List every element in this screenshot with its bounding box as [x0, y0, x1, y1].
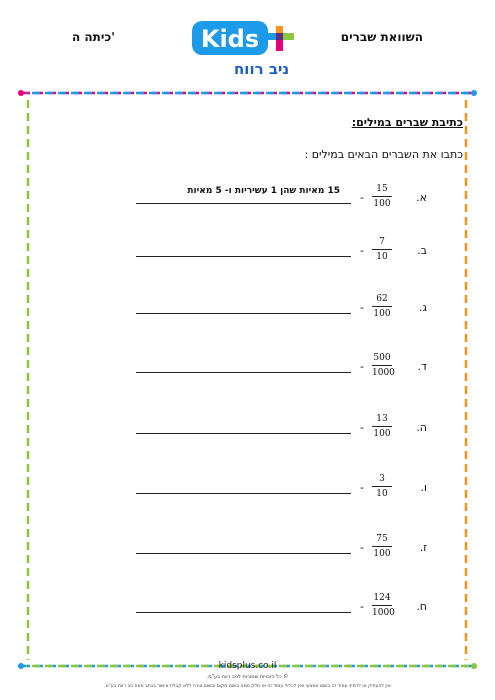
item-letter: ח.	[416, 600, 427, 613]
exercise-row	[0, 236, 495, 276]
answer-line[interactable]	[136, 493, 351, 494]
fraction-denominator: 10	[376, 489, 388, 499]
item-letter: ז.	[419, 541, 427, 554]
item-dash: -	[360, 191, 364, 204]
answer-text[interactable]: 15 מאיות שהן 1 עשיריות ו- 5 מאיות	[187, 186, 340, 196]
item-letter: ה.	[416, 421, 427, 434]
footer-legal-notice: אין להעתיק או להפיץ עמוד זה בשום אמצעי ואין לכלול עמוד זה או חלק ממנו בשום מקום ובשום צורה ללא קבלת אישור בכתב מאת ניב רווח בע"מ.	[104, 684, 391, 689]
fraction-numerator: 3	[372, 473, 392, 487]
answer-line[interactable]	[136, 433, 351, 434]
fraction-denominator: 1000	[372, 368, 395, 378]
grade-label: כיתה ה'	[72, 30, 115, 44]
item-letter: ו.	[420, 481, 427, 494]
item-dash: -	[360, 360, 364, 373]
fraction-numerator: 13	[372, 413, 392, 427]
fraction-denominator: 1000	[372, 608, 395, 618]
item-dash: -	[360, 301, 364, 314]
fraction-numerator: 7	[372, 236, 392, 250]
item-letter: ד.	[417, 360, 427, 373]
answer-line[interactable]	[136, 553, 351, 554]
exercise-row	[0, 413, 495, 453]
fraction-numerator: 62	[372, 293, 392, 307]
exercise-row	[0, 183, 495, 223]
fraction	[372, 413, 392, 440]
fraction	[372, 592, 395, 619]
answer-line[interactable]	[136, 256, 351, 257]
fraction	[372, 473, 392, 500]
item-dash: -	[360, 481, 364, 494]
fraction-denominator: 100	[373, 309, 391, 319]
item-dash: -	[360, 541, 364, 554]
logo-subtitle: ניב רווח	[234, 60, 290, 78]
footer-copyright: © כל הזכויות שמורות לניב רווח בע"מ.	[206, 674, 289, 680]
fraction	[372, 352, 395, 379]
exercise-row	[0, 592, 495, 632]
worksheet-topic: השוואת שברים	[340, 30, 423, 44]
section-title: כתיבת שברים במילים:	[351, 116, 463, 129]
fraction	[372, 236, 392, 263]
exercise-row	[0, 473, 495, 513]
fraction-denominator: 100	[373, 549, 391, 559]
fraction-denominator: 10	[376, 252, 388, 262]
fraction	[372, 183, 392, 210]
item-dash: -	[360, 421, 364, 434]
fraction	[372, 533, 392, 560]
fraction-numerator: 75	[372, 533, 392, 547]
answer-line[interactable]	[136, 203, 351, 204]
item-dash: -	[360, 600, 364, 613]
item-dash: -	[360, 244, 364, 257]
fraction-denominator: 100	[373, 429, 391, 439]
fraction	[372, 293, 392, 320]
answer-line[interactable]	[136, 612, 351, 613]
item-letter: ג.	[418, 301, 427, 314]
fraction-denominator: 100	[373, 199, 391, 209]
fraction-numerator: 124	[372, 592, 392, 606]
item-letter: א.	[416, 191, 427, 204]
answer-line[interactable]	[136, 313, 351, 314]
exercise-row	[0, 293, 495, 333]
fraction-numerator: 500	[372, 352, 392, 366]
answer-line[interactable]	[136, 372, 351, 373]
logo-wordmark-text: Kids	[200, 25, 260, 53]
footer-url[interactable]: kidsplus.co.il	[218, 661, 277, 671]
item-letter: ב.	[417, 244, 427, 257]
exercise-row	[0, 533, 495, 573]
exercise-row	[0, 352, 495, 392]
fraction-numerator: 15	[372, 183, 392, 197]
instructions: כתבו את השברים הבאים במילים :	[304, 148, 463, 161]
